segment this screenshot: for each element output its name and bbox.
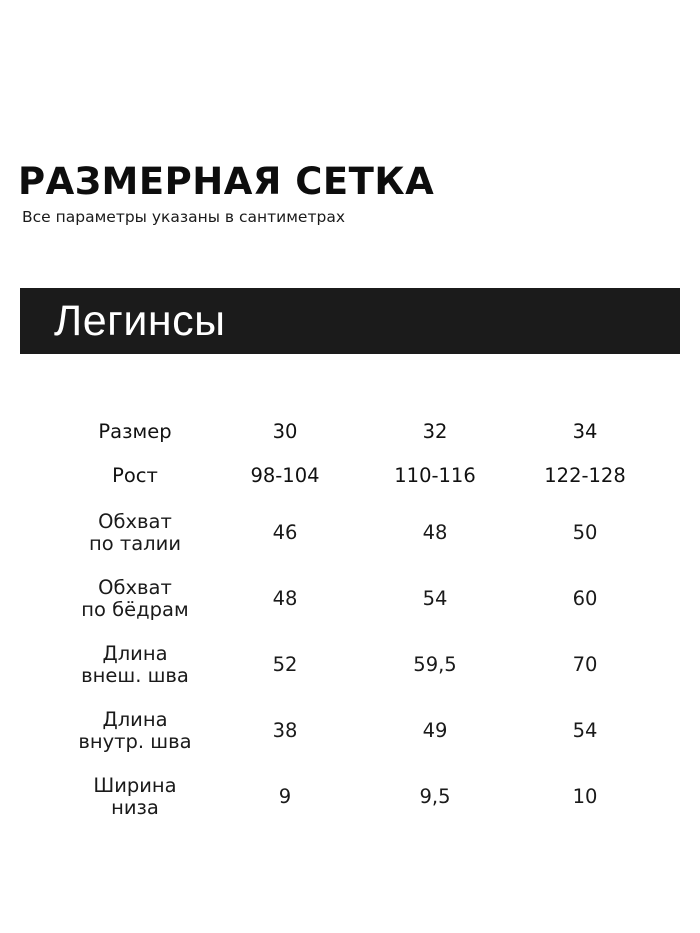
table-row-hips	[60, 566, 660, 632]
cell-value: 98-104	[250, 464, 320, 487]
product-name: Легинсы	[54, 297, 226, 345]
page-subtitle: Все параметры указаны в сантиметрах	[22, 208, 346, 226]
cell-value: 9	[278, 785, 292, 808]
row-label: Обхват по талии	[89, 510, 181, 555]
cell-value: 60	[572, 587, 598, 610]
cell-value: 70	[572, 653, 598, 676]
row-label: Обхват по бёдрам	[81, 576, 189, 621]
cell-value: 38	[272, 719, 298, 742]
cell-value: 54	[572, 719, 598, 742]
table-header-row	[60, 412, 660, 452]
cell-value: 52	[272, 653, 298, 676]
cell-value: 50	[572, 521, 598, 544]
cell-value: 59,5	[413, 653, 457, 676]
header-cell-size-30: 30	[272, 420, 298, 443]
cell-value: 9,5	[419, 785, 451, 808]
cell-value: 49	[422, 719, 448, 742]
cell-value: 46	[272, 521, 298, 544]
cell-value: 54	[422, 587, 448, 610]
size-chart-table	[60, 412, 660, 830]
table-row-height	[60, 452, 660, 500]
cell-value: 48	[422, 521, 448, 544]
header-cell-size: Размер	[98, 420, 172, 443]
row-label: Ширина низа	[93, 774, 177, 819]
table-row-inseam	[60, 698, 660, 764]
cell-value: 122-128	[544, 464, 626, 487]
page-title: РАЗМЕРНАЯ СЕТКА	[18, 160, 435, 203]
header-cell-size-34: 34	[572, 420, 598, 443]
cell-value: 10	[572, 785, 598, 808]
cell-value: 48	[272, 587, 298, 610]
header-cell-size-32: 32	[422, 420, 448, 443]
row-label: Длина внеш. шва	[81, 642, 189, 687]
table-row-hem-width	[60, 764, 660, 830]
table-row-waist	[60, 500, 660, 566]
product-banner	[20, 288, 680, 354]
row-label: Длина внутр. шва	[78, 708, 192, 753]
table-row-outseam	[60, 632, 660, 698]
row-label: Рост	[112, 464, 158, 487]
cell-value: 110-116	[394, 464, 476, 487]
